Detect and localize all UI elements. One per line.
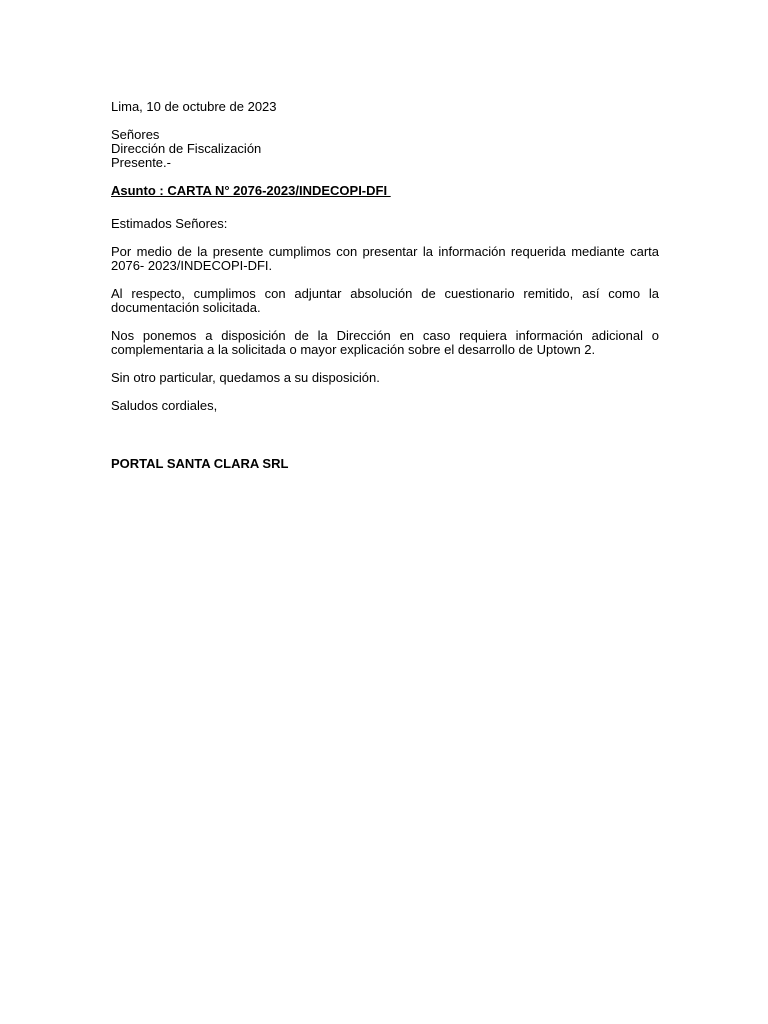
signature: PORTAL SANTA CLARA SRL — [111, 456, 289, 471]
paragraph: Al respecto, cumplimos con adjuntar absolución de cuestionario remitido, así como la documentación solicitada. — [111, 286, 659, 315]
greeting: Estimados Señores: — [111, 216, 228, 231]
recipient-line: Dirección de Fiscalización — [111, 141, 262, 156]
subject-line: Asunto : CARTA N° 2076-2023/INDECOPI-DFI — [111, 183, 391, 198]
closing: Saludos cordiales, — [111, 398, 218, 413]
recipient-block — [111, 128, 659, 170]
recipient-line: Señores — [111, 127, 160, 142]
paragraph: Nos ponemos a disposición de la Dirección en caso requiera información adicional o complementaria a la solicitada o mayor explicación sobre el desarrollo de Uptown 2. — [111, 328, 667, 357]
letter-body — [111, 99, 667, 471]
paragraph: Sin otro particular, quedamos a su disposición. — [111, 370, 380, 385]
letter-date: Lima, 10 de octubre de 2023 — [111, 99, 277, 114]
recipient-line: Presente.- — [111, 155, 171, 170]
paragraph: Por medio de la presente cumplimos con presentar la información requerida mediante carta 2076- 2023/INDECOPI-DFI. — [111, 244, 659, 273]
subject-line-container — [111, 184, 659, 198]
